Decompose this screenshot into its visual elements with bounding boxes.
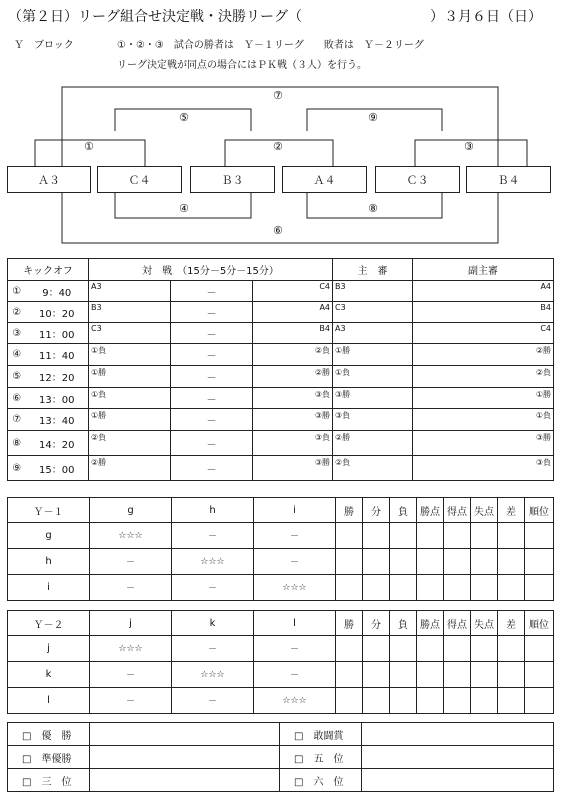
match-number: ⑧: [8, 431, 26, 456]
award-label: □ 敢闘賞: [280, 723, 362, 746]
stat-cell: [390, 688, 417, 714]
stat-cell: [390, 636, 417, 662]
away-team: ②負: [253, 344, 333, 366]
versus-dash: －: [171, 302, 253, 323]
result-cell: ☆☆☆: [254, 688, 336, 714]
versus-dash: －: [171, 409, 253, 431]
home-team: A3: [89, 281, 171, 302]
versus-dash: －: [171, 323, 253, 344]
referee: ②負: [333, 456, 413, 481]
match-8-label: ⑧: [368, 202, 378, 215]
versus-dash: －: [171, 388, 253, 409]
stat-cell: [444, 662, 471, 688]
header-kickoff: キックオフ: [8, 259, 89, 281]
schedule-row: [8, 323, 554, 344]
league-team-name: l: [8, 688, 90, 714]
result-cell: －: [254, 549, 336, 575]
stat-cell: [390, 575, 417, 601]
stat-cell: [417, 688, 444, 714]
kickoff-time: 11：40: [26, 344, 89, 366]
result-cell: ☆☆☆: [90, 523, 172, 549]
result-cell: －: [254, 636, 336, 662]
team-box-c3: Ｃ３: [375, 166, 460, 193]
award-value: [90, 769, 280, 792]
stat-header: 順位: [525, 611, 554, 636]
league-team-header: h: [172, 498, 254, 523]
league-y1-body: [8, 498, 554, 601]
stat-cell: [471, 549, 498, 575]
league-team-header: j: [90, 611, 172, 636]
stat-cell: [498, 636, 525, 662]
stat-cell: [444, 575, 471, 601]
kickoff-time: 13：00: [26, 388, 89, 409]
match-number: ⑦: [8, 409, 26, 431]
schedule-row: [8, 366, 554, 388]
stat-cell: [363, 688, 390, 714]
versus-dash: －: [171, 281, 253, 302]
match-number: ④: [8, 344, 26, 366]
league-team-header: k: [172, 611, 254, 636]
assistant-referee: ①勝: [413, 388, 554, 409]
stat-cell: [390, 549, 417, 575]
result-cell: －: [254, 662, 336, 688]
match-2-label: ②: [273, 140, 283, 153]
team-box-a3: Ａ３: [7, 166, 91, 193]
stat-cell: [363, 575, 390, 601]
league-row: [8, 636, 554, 662]
award-row: [8, 723, 554, 746]
stat-header: 差: [498, 611, 525, 636]
match-6-label: ⑥: [273, 224, 283, 237]
referee: A3: [333, 323, 413, 344]
away-team: A4: [253, 302, 333, 323]
versus-dash: －: [171, 431, 253, 456]
match-7-label: ⑦: [273, 89, 283, 102]
stat-cell: [417, 636, 444, 662]
stat-cell: [390, 523, 417, 549]
league-row: [8, 523, 554, 549]
assistant-referee: ③勝: [413, 431, 554, 456]
stat-cell: [417, 575, 444, 601]
referee: ③勝: [333, 388, 413, 409]
result-cell: －: [90, 688, 172, 714]
match-number: ①: [8, 281, 26, 302]
award-label: □ 三 位: [8, 769, 90, 792]
stat-cell: [444, 636, 471, 662]
home-team: ①勝: [89, 409, 171, 431]
referee: ②勝: [333, 431, 413, 456]
team-box-b3: Ｂ３: [190, 166, 275, 193]
league-name: Ｙ－１: [8, 498, 90, 523]
league-team-header: i: [254, 498, 336, 523]
award-label: □ 六 位: [280, 769, 362, 792]
stat-cell: [471, 523, 498, 549]
awards-table: [7, 722, 554, 792]
award-row: [8, 746, 554, 769]
header-match: 対 戦 （15分－5分－15分）: [89, 259, 333, 281]
away-team: B4: [253, 323, 333, 344]
home-team: C3: [89, 323, 171, 344]
stat-header: 得点: [444, 498, 471, 523]
stat-header: 勝: [336, 498, 363, 523]
stat-cell: [363, 549, 390, 575]
referee: ①勝: [333, 344, 413, 366]
result-cell: －: [90, 549, 172, 575]
stat-header: 勝点: [417, 498, 444, 523]
stat-cell: [498, 662, 525, 688]
stat-cell: [498, 523, 525, 549]
award-value: [90, 723, 280, 746]
award-label: □ 五 位: [280, 746, 362, 769]
assistant-referee: C4: [413, 323, 554, 344]
league-y2-table: [7, 610, 554, 714]
award-row: [8, 769, 554, 792]
kickoff-time: 14：20: [26, 431, 89, 456]
stat-cell: [498, 549, 525, 575]
league-team-header: l: [254, 611, 336, 636]
away-team: ②勝: [253, 366, 333, 388]
schedule-header-row: [8, 259, 554, 281]
stat-header: 負: [390, 498, 417, 523]
schedule-row: [8, 344, 554, 366]
referee: B3: [333, 281, 413, 302]
home-team: ②負: [89, 431, 171, 456]
schedule-row: [8, 456, 554, 481]
home-team: ①勝: [89, 366, 171, 388]
stat-cell: [363, 523, 390, 549]
stat-header: 勝: [336, 611, 363, 636]
match-1-label: ①: [84, 140, 94, 153]
stat-cell: [444, 688, 471, 714]
league-team-name: h: [8, 549, 90, 575]
league-row: [8, 688, 554, 714]
stat-cell: [525, 636, 554, 662]
away-team: ③負: [253, 431, 333, 456]
schedule-row: [8, 431, 554, 456]
match-number: ⑤: [8, 366, 26, 388]
referee: ①負: [333, 366, 413, 388]
league-row: [8, 575, 554, 601]
header-assistant: 副主審: [413, 259, 554, 281]
match-number: ②: [8, 302, 26, 323]
kickoff-time: 15：00: [26, 456, 89, 481]
home-team: ②勝: [89, 456, 171, 481]
award-value: [90, 746, 280, 769]
stat-header: 得点: [444, 611, 471, 636]
award-value: [362, 746, 554, 769]
match-4-label: ④: [179, 202, 189, 215]
stat-cell: [525, 662, 554, 688]
league-y2-body: [8, 611, 554, 714]
award-value: [362, 769, 554, 792]
stat-cell: [417, 549, 444, 575]
result-cell: ☆☆☆: [172, 549, 254, 575]
result-cell: －: [254, 523, 336, 549]
rule-text: ①・②・③ 試合の勝者は Ｙ－１リーグ 敗者は Ｙ－２リーグ: [117, 40, 424, 51]
away-team: ③勝: [253, 456, 333, 481]
stat-header: 失点: [471, 611, 498, 636]
stat-cell: [471, 662, 498, 688]
kickoff-time: 12：20: [26, 366, 89, 388]
result-cell: －: [90, 575, 172, 601]
league-y1-table: [7, 497, 554, 601]
kickoff-time: 11：00: [26, 323, 89, 344]
league-team-name: k: [8, 662, 90, 688]
page-date: ）３月６日（日）: [430, 9, 542, 25]
pk-note: リーグ決定戦が同点の場合にはＰＫ戦（３人）を行う。: [117, 60, 367, 71]
kickoff-time: 10：20: [26, 302, 89, 323]
kickoff-time: 9：40: [26, 281, 89, 302]
stat-cell: [336, 549, 363, 575]
away-team: C4: [253, 281, 333, 302]
result-cell: －: [90, 662, 172, 688]
result-cell: ☆☆☆: [254, 575, 336, 601]
awards-body: [8, 723, 554, 792]
stat-cell: [525, 549, 554, 575]
stat-header: 失点: [471, 498, 498, 523]
stat-cell: [525, 523, 554, 549]
league-team-name: g: [8, 523, 90, 549]
stat-cell: [444, 523, 471, 549]
stat-cell: [336, 575, 363, 601]
stat-header: 分: [363, 498, 390, 523]
assistant-referee: B4: [413, 302, 554, 323]
stat-header: 差: [498, 498, 525, 523]
stat-cell: [471, 688, 498, 714]
schedule-row: [8, 409, 554, 431]
award-label: □ 準優勝: [8, 746, 90, 769]
stat-cell: [498, 575, 525, 601]
stat-cell: [336, 662, 363, 688]
stat-cell: [336, 523, 363, 549]
match-number: ⑨: [8, 456, 26, 481]
assistant-referee: A4: [413, 281, 554, 302]
stat-cell: [444, 549, 471, 575]
kickoff-time: 13：40: [26, 409, 89, 431]
league-row: [8, 662, 554, 688]
versus-dash: －: [171, 456, 253, 481]
block-name: Ｙ ブロック: [14, 40, 74, 51]
away-team: ③負: [253, 388, 333, 409]
result-cell: －: [172, 636, 254, 662]
league-team-name: j: [8, 636, 90, 662]
schedule-row: [8, 388, 554, 409]
team-box-a4: Ａ４: [282, 166, 367, 193]
stat-cell: [498, 688, 525, 714]
result-cell: －: [172, 688, 254, 714]
match-5-label: ⑤: [179, 111, 189, 124]
stat-cell: [417, 662, 444, 688]
match-9-label: ⑨: [368, 111, 378, 124]
stat-cell: [363, 662, 390, 688]
schedule-row: [8, 302, 554, 323]
home-team: B3: [89, 302, 171, 323]
stat-cell: [471, 575, 498, 601]
schedule-row: [8, 281, 554, 302]
stat-cell: [525, 688, 554, 714]
schedule-body: [8, 281, 554, 481]
home-team: ①負: [89, 344, 171, 366]
award-label: □ 優 勝: [8, 723, 90, 746]
stat-header: 分: [363, 611, 390, 636]
home-team: ①負: [89, 388, 171, 409]
stat-cell: [336, 636, 363, 662]
stat-cell: [525, 575, 554, 601]
league-header-row: [8, 498, 554, 523]
match-number: ⑥: [8, 388, 26, 409]
versus-dash: －: [171, 344, 253, 366]
stat-header: 勝点: [417, 611, 444, 636]
award-value: [362, 723, 554, 746]
stat-cell: [336, 688, 363, 714]
versus-dash: －: [171, 366, 253, 388]
stat-header: 順位: [525, 498, 554, 523]
team-box-b4: Ｂ４: [466, 166, 551, 193]
away-team: ③勝: [253, 409, 333, 431]
league-header-row: [8, 611, 554, 636]
league-name: Ｙ－２: [8, 611, 90, 636]
stat-header: 負: [390, 611, 417, 636]
referee: C3: [333, 302, 413, 323]
league-row: [8, 549, 554, 575]
bracket-lines: [0, 0, 563, 260]
referee: ③負: [333, 409, 413, 431]
league-team-header: g: [90, 498, 172, 523]
stat-cell: [417, 523, 444, 549]
assistant-referee: ③負: [413, 456, 554, 481]
match-3-label: ③: [464, 140, 474, 153]
schedule-table: [7, 258, 554, 481]
page-title: （第２日）リーグ組合せ決定戦・決勝リーグ（: [8, 9, 302, 25]
assistant-referee: ②勝: [413, 344, 554, 366]
result-cell: －: [172, 523, 254, 549]
result-cell: －: [172, 575, 254, 601]
stat-cell: [471, 636, 498, 662]
team-box-c4: Ｃ４: [97, 166, 182, 193]
result-cell: ☆☆☆: [90, 636, 172, 662]
stat-cell: [363, 636, 390, 662]
assistant-referee: ①負: [413, 409, 554, 431]
header-referee: 主 審: [333, 259, 413, 281]
assistant-referee: ②負: [413, 366, 554, 388]
stat-cell: [390, 662, 417, 688]
result-cell: ☆☆☆: [172, 662, 254, 688]
league-team-name: i: [8, 575, 90, 601]
match-number: ③: [8, 323, 26, 344]
